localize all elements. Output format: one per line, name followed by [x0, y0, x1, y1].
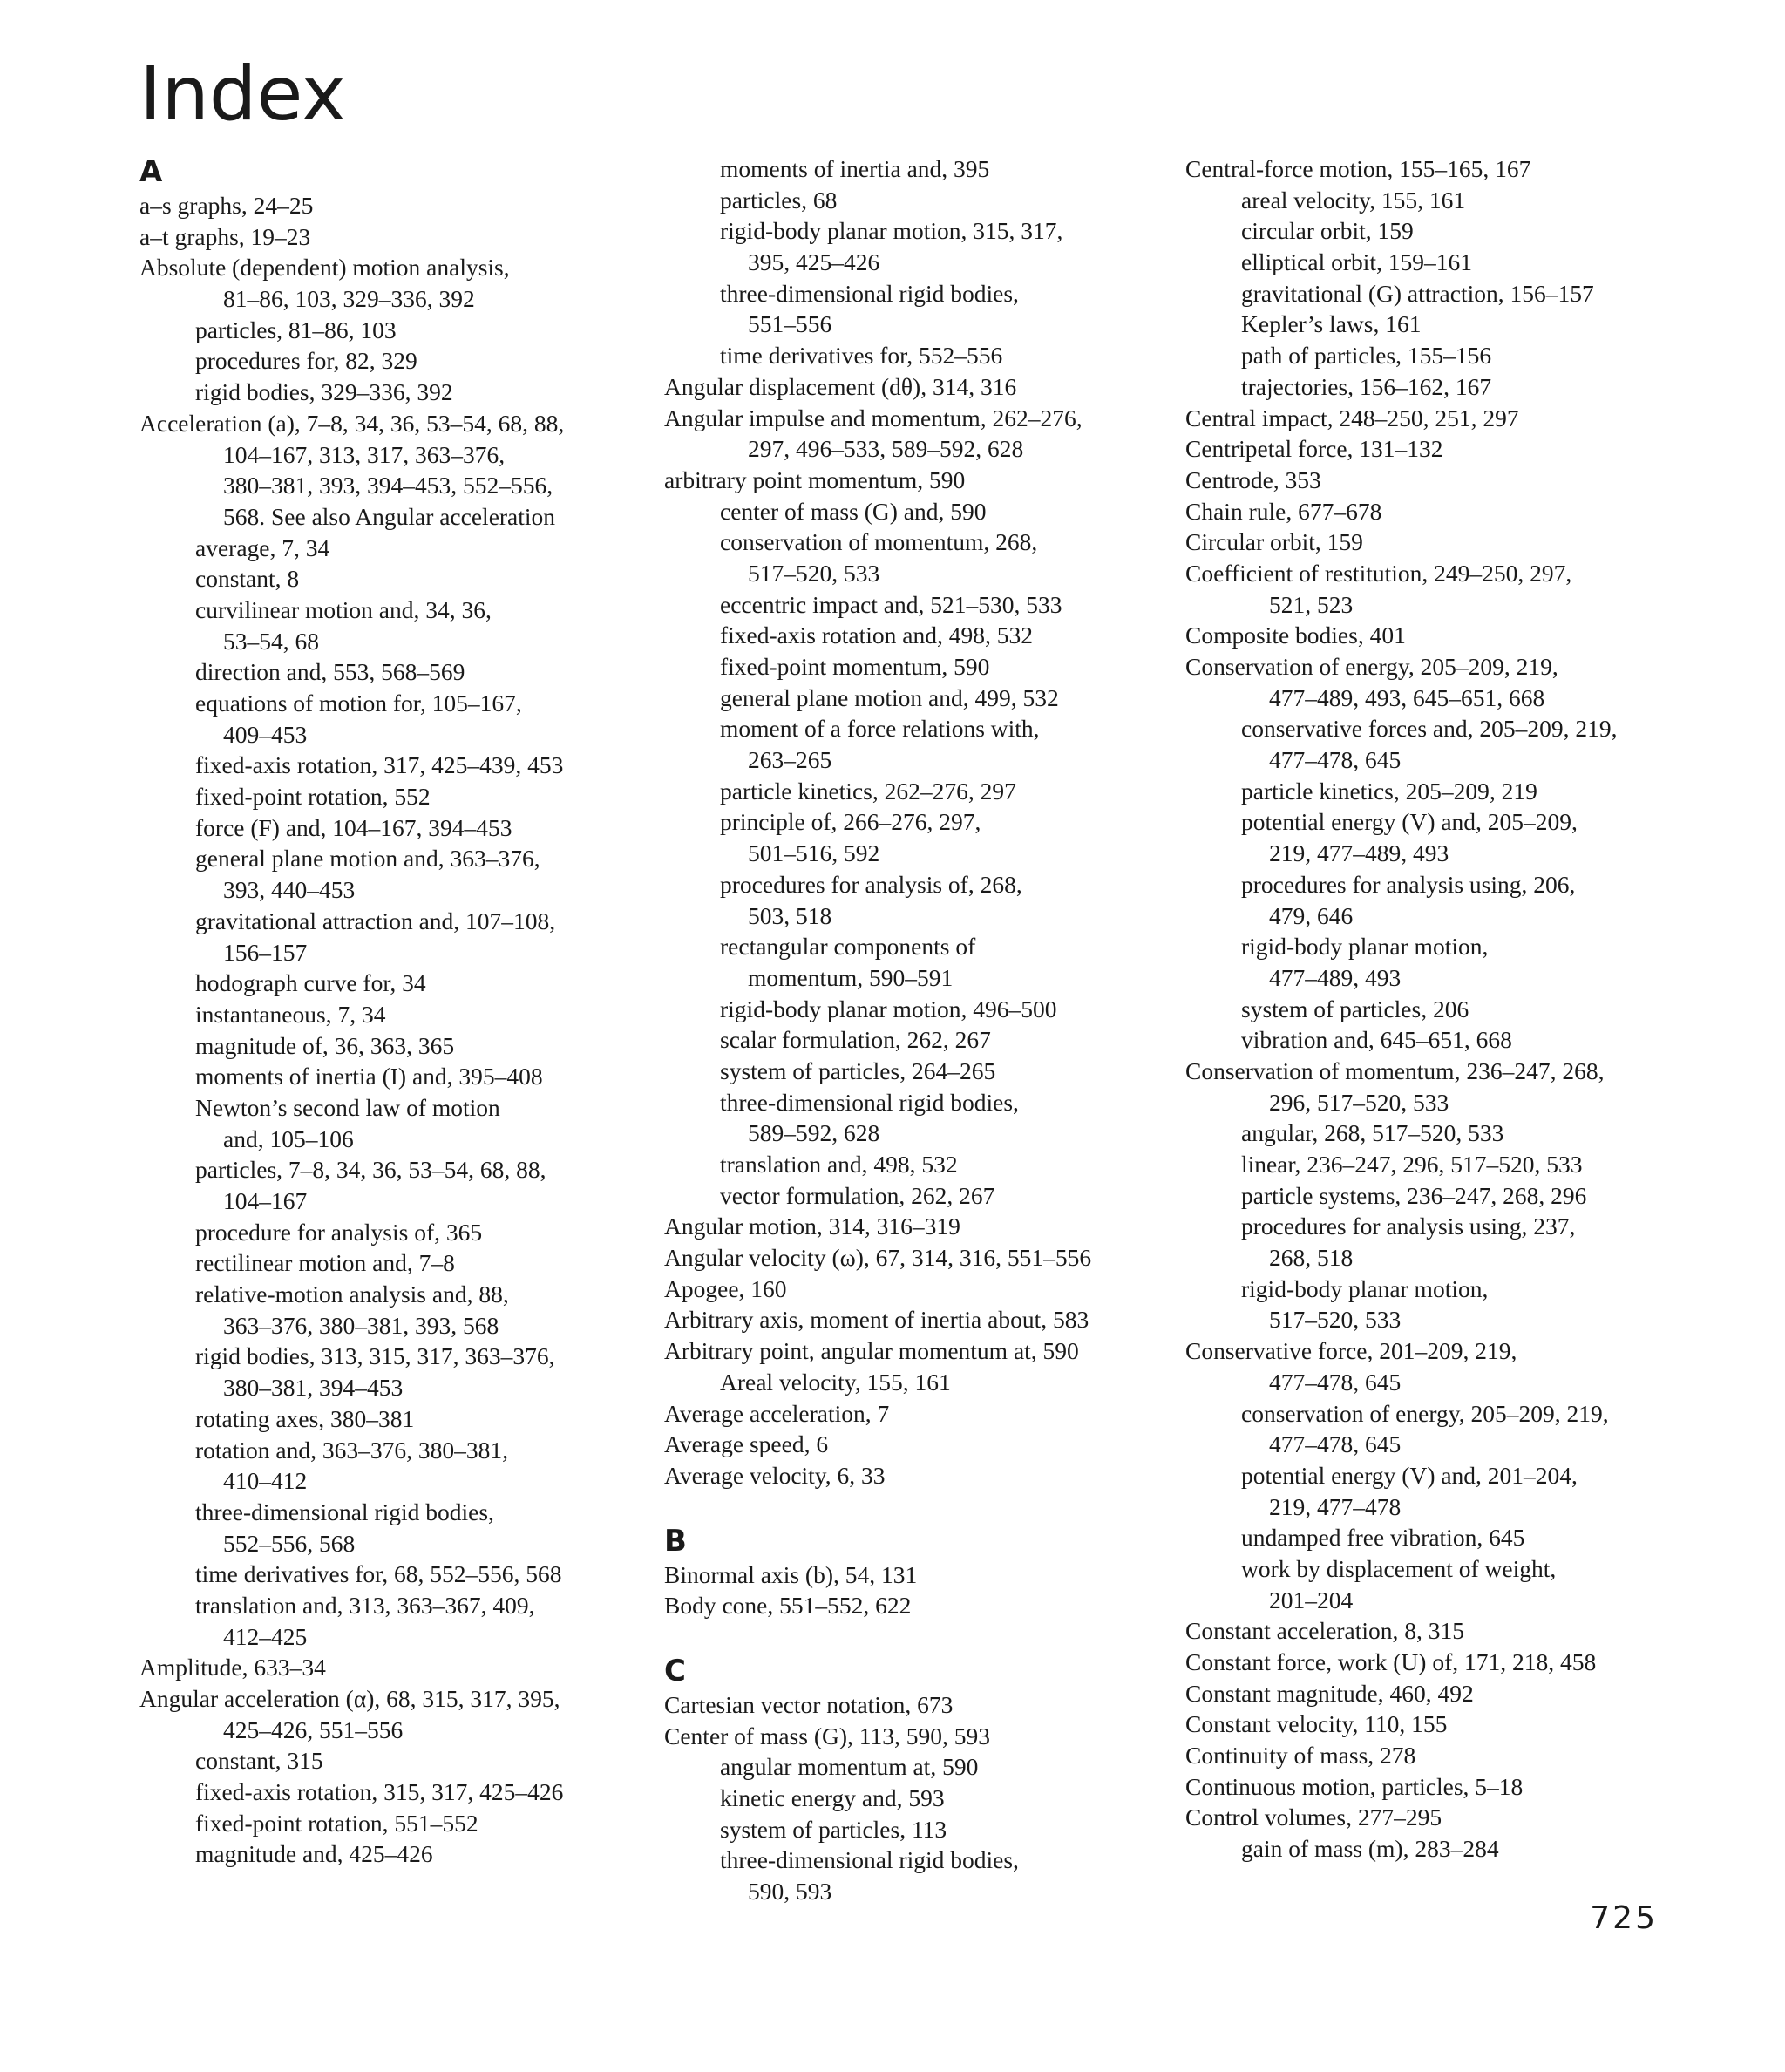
index-subentry: and, 105–106: [223, 1124, 354, 1152]
index-subentry: Newton’s second law of motion: [195, 1093, 500, 1121]
index-subentry: 551–556: [748, 310, 832, 338]
index-subentry: magnitude and, 425–426: [195, 1840, 433, 1868]
index-subentry: momentum, 590–591: [748, 963, 954, 991]
index-subentry: 517–520, 533: [748, 559, 880, 587]
index-subentry: kinetic energy and, 593: [720, 1784, 945, 1811]
index-subentry: fixed-point momentum, 590: [720, 653, 990, 680]
index-subentry: relative-motion analysis and, 88,: [195, 1281, 509, 1308]
index-subentry: 263–265: [748, 746, 832, 774]
index-entry: Angular displacement (dθ), 314, 316: [664, 372, 1017, 400]
index-subentry: areal velocity, 155, 161: [1241, 186, 1466, 214]
index-subentry: three-dimensional rigid bodies,: [720, 1088, 1019, 1116]
index-subentry: 503, 518: [748, 901, 832, 929]
index-subentry: direction and, 553, 568–569: [195, 658, 465, 686]
index-subentry: 219, 477–489, 493: [1269, 839, 1449, 867]
index-subentry: potential energy (V) and, 201–204,: [1241, 1461, 1578, 1489]
index-subentry: Areal velocity, 155, 161: [720, 1368, 951, 1396]
index-entry: Constant acceleration, 8, 315: [1185, 1617, 1464, 1645]
index-entry: Angular acceleration (α), 68, 315, 317, 395,: [139, 1685, 560, 1712]
index-subentry: rigid-body planar motion,: [1241, 1274, 1489, 1302]
index-subentry: angular momentum at, 590: [720, 1753, 979, 1781]
index-entry: Chain rule, 677–678: [1185, 497, 1382, 525]
index-subentry: 380–381, 393, 394–453, 552–556,: [223, 472, 553, 499]
index-subentry: magnitude of, 36, 363, 365: [195, 1031, 455, 1059]
index-subentry: 590, 593: [748, 1878, 832, 1906]
index-subentry: time derivatives for, 552–556: [720, 342, 1003, 370]
index-subentry: potential energy (V) and, 205–209,: [1241, 808, 1578, 836]
index-subentry: conservation of momentum, 268,: [720, 528, 1038, 556]
index-subentry: 477–478, 645: [1269, 1368, 1402, 1396]
index-subentry: 477–478, 645: [1269, 1430, 1402, 1458]
index-subentry: average, 7, 34: [195, 533, 330, 561]
index-subentry: 521, 523: [1269, 590, 1354, 618]
index-subentry: linear, 236–247, 296, 517–520, 533: [1241, 1151, 1583, 1178]
index-subentry: general plane motion and, 499, 532: [720, 683, 1059, 711]
index-entry: Circular orbit, 159: [1185, 528, 1363, 556]
index-entry: Conservative force, 201–209, 219,: [1185, 1337, 1517, 1365]
index-subentry: 201–204: [1269, 1586, 1354, 1613]
index-subentry: equations of motion for, 105–167,: [195, 690, 522, 717]
section-letter: C: [664, 1653, 686, 1688]
index-entry: Continuous motion, particles, 5–18: [1185, 1772, 1524, 1800]
index-subentry: particle kinetics, 262–276, 297: [720, 777, 1016, 805]
index-entry: Central-force motion, 155–165, 167: [1185, 155, 1531, 182]
index-subentry: three-dimensional rigid bodies,: [720, 1846, 1019, 1874]
index-subentry: rigid bodies, 313, 315, 317, 363–376,: [195, 1342, 555, 1370]
index-column-1: [139, 153, 628, 1870]
index-subentry: translation and, 498, 532: [720, 1151, 958, 1178]
index-subentry: procedures for, 82, 329: [195, 347, 417, 375]
index-subentry: fixed-axis rotation, 315, 317, 425–426: [195, 1778, 564, 1806]
index-subentry: system of particles, 206: [1241, 995, 1469, 1022]
index-entry: Absolute (dependent) motion analysis,: [139, 254, 510, 282]
index-subentry: 425–426, 551–556: [223, 1715, 404, 1743]
index-column-3: [1185, 153, 1708, 1865]
index-subentry: moments of inertia (I) and, 395–408: [195, 1063, 543, 1090]
index-subentry: rotating axes, 380–381: [195, 1404, 415, 1432]
index-subentry: 104–167, 313, 317, 363–376,: [223, 440, 506, 468]
index-entry: Average acceleration, 7: [664, 1399, 890, 1427]
index-subentry: system of particles, 264–265: [720, 1056, 996, 1084]
index-subentry: 479, 646: [1269, 901, 1354, 929]
index-subentry: fixed-point rotation, 551–552: [195, 1809, 478, 1837]
index-subentry: procedure for analysis of, 365: [195, 1218, 483, 1246]
index-entry: a–s graphs, 24–25: [139, 192, 314, 219]
index-subentry: three-dimensional rigid bodies,: [195, 1498, 494, 1525]
index-subentry: gravitational attraction and, 107–108,: [195, 907, 556, 934]
index-subentry: undamped free vibration, 645: [1241, 1524, 1525, 1552]
index-subentry: rigid-body planar motion, 496–500: [720, 995, 1057, 1022]
index-entry: Composite bodies, 401: [1185, 622, 1406, 649]
index-entry: Arbitrary point, angular momentum at, 590: [664, 1337, 1079, 1365]
index-subentry: 363–376, 380–381, 393, 568: [223, 1311, 499, 1339]
index-subentry: circular orbit, 159: [1241, 217, 1414, 245]
index-subentry: procedures for analysis using, 237,: [1241, 1213, 1576, 1240]
index-subentry: 477–489, 493, 645–651, 668: [1269, 683, 1545, 711]
index-subentry: general plane motion and, 363–376,: [195, 845, 540, 873]
index-subentry: 568. See also Angular acceleration: [223, 502, 556, 530]
index-entry: Binormal axis (b), 54, 131: [664, 1560, 918, 1588]
index-subentry: scalar formulation, 262, 267: [720, 1026, 991, 1054]
section-spacer: [664, 1491, 1170, 1523]
index-entry: Average speed, 6: [664, 1430, 829, 1458]
index-subentry: 501–516, 592: [748, 839, 880, 867]
index-subentry: moment of a force relations with,: [720, 715, 1040, 743]
index-entry: Coefficient of restitution, 249–250, 297,: [1185, 559, 1572, 587]
index-subentry: work by displacement of weight,: [1241, 1554, 1557, 1582]
index-subentry: 517–520, 533: [1269, 1306, 1402, 1334]
index-subentry: trajectories, 156–162, 167: [1241, 372, 1492, 400]
index-subentry: conservative forces and, 205–209, 219,: [1241, 715, 1618, 743]
index-subentry: rigid-body planar motion, 315, 317,: [720, 217, 1063, 245]
index-subentry: fixed-point rotation, 552: [195, 783, 431, 811]
index-subentry: conservation of energy, 205–209, 219,: [1241, 1399, 1609, 1427]
index-subentry: 81–86, 103, 329–336, 392: [223, 285, 475, 313]
index-subentry: 297, 496–533, 589–592, 628: [748, 435, 1024, 463]
page-number: 725: [1590, 1900, 1658, 1936]
index-entry: Body cone, 551–552, 622: [664, 1592, 912, 1620]
index-subentry: constant, 315: [195, 1747, 323, 1775]
index-subentry: elliptical orbit, 159–161: [1241, 248, 1473, 276]
index-entry: Conservation of energy, 205–209, 219,: [1185, 653, 1558, 680]
section-letter: B: [664, 1523, 687, 1559]
index-entry: Centrode, 353: [1185, 465, 1321, 493]
index-subentry: rigid-body planar motion,: [1241, 933, 1489, 961]
index-subentry: procedures for analysis using, 206,: [1241, 870, 1576, 898]
index-subentry: 477–478, 645: [1269, 746, 1402, 774]
index-subentry: rigid bodies, 329–336, 392: [195, 378, 453, 406]
index-subentry: 395, 425–426: [748, 248, 880, 276]
index-subentry: rotation and, 363–376, 380–381,: [195, 1436, 508, 1464]
index-entry: Average velocity, 6, 33: [664, 1461, 886, 1489]
index-entry: Cartesian vector notation, 673: [664, 1690, 954, 1718]
index-entry: Constant magnitude, 460, 492: [1185, 1679, 1474, 1707]
index-subentry: 410–412: [223, 1467, 308, 1495]
index-subentry: 156–157: [223, 938, 308, 966]
index-subentry: translation and, 313, 363–367, 409,: [195, 1591, 535, 1619]
index-entry: Control volumes, 277–295: [1185, 1804, 1442, 1831]
index-entry: Center of mass (G), 113, 590, 593: [664, 1722, 990, 1749]
index-subentry: 412–425: [223, 1622, 308, 1650]
index-subentry: 219, 477–478: [1269, 1492, 1402, 1520]
index-subentry: 296, 517–520, 533: [1269, 1088, 1449, 1116]
index-subentry: rectangular components of: [720, 933, 976, 961]
index-subentry: system of particles, 113: [720, 1815, 947, 1843]
index-subentry: 589–592, 628: [748, 1119, 880, 1147]
index-entry: Constant velocity, 110, 155: [1185, 1710, 1448, 1738]
index-entry: Centripetal force, 131–132: [1185, 435, 1443, 463]
index-subentry: vibration and, 645–651, 668: [1241, 1026, 1512, 1054]
index-subentry: rectilinear motion and, 7–8: [195, 1249, 455, 1277]
section-spacer: [664, 1621, 1170, 1653]
index-entry: Arbitrary axis, moment of inertia about, 583: [664, 1306, 1089, 1334]
index-subentry: time derivatives for, 68, 552–556, 568: [195, 1560, 562, 1588]
index-subentry: angular, 268, 517–520, 533: [1241, 1119, 1504, 1147]
index-subentry: principle of, 266–276, 297,: [720, 808, 981, 836]
index-subentry: gain of mass (m), 283–284: [1241, 1835, 1499, 1863]
index-entry: a–t graphs, 19–23: [139, 222, 311, 250]
index-subentry: Kepler’s laws, 161: [1241, 310, 1422, 338]
index-subentry: 380–381, 394–453: [223, 1374, 404, 1402]
index-subentry: 268, 518: [1269, 1244, 1354, 1272]
index-subentry: 409–453: [223, 720, 308, 748]
index-subentry: particles, 81–86, 103: [195, 316, 397, 343]
index-subentry: curvilinear motion and, 34, 36,: [195, 595, 492, 623]
index-subentry: constant, 8: [195, 565, 300, 593]
index-subentry: particles, 68: [720, 186, 838, 214]
section-letter: A: [139, 154, 163, 189]
index-entry: Amplitude, 633–34: [139, 1654, 326, 1681]
index-subentry: 552–556, 568: [223, 1529, 356, 1557]
index-subentry: 53–54, 68: [223, 627, 319, 655]
index-subentry: center of mass (G) and, 590: [720, 497, 987, 525]
index-subentry: 477–489, 493: [1269, 963, 1402, 991]
index-subentry: three-dimensional rigid bodies,: [720, 279, 1019, 307]
index-subentry: vector formulation, 262, 267: [720, 1181, 995, 1209]
index-entry: Acceleration (a), 7–8, 34, 36, 53–54, 68, 88,: [139, 409, 565, 437]
index-entry: arbitrary point momentum, 590: [664, 465, 966, 493]
index-column-2: [664, 153, 1170, 1907]
index-subentry: path of particles, 155–156: [1241, 342, 1492, 370]
index-subentry: moments of inertia and, 395: [720, 155, 990, 182]
index-subentry: fixed-axis rotation and, 498, 532: [720, 622, 1033, 649]
index-subentry: gravitational (G) attraction, 156–157: [1241, 279, 1594, 307]
index-subentry: 393, 440–453: [223, 876, 356, 904]
index-entry: Continuity of mass, 278: [1185, 1742, 1416, 1770]
index-subentry: eccentric impact and, 521–530, 533: [720, 590, 1062, 618]
index-entry: Angular impulse and momentum, 262–276,: [664, 404, 1083, 431]
page-title: Index: [139, 51, 346, 138]
index-subentry: force (F) and, 104–167, 394–453: [195, 813, 512, 841]
index-subentry: particles, 7–8, 34, 36, 53–54, 68, 88,: [195, 1156, 546, 1184]
index-entry: Conservation of momentum, 236–247, 268,: [1185, 1056, 1605, 1084]
index-entry: Angular motion, 314, 316–319: [664, 1213, 960, 1240]
index-subentry: instantaneous, 7, 34: [195, 1000, 386, 1028]
index-subentry: particle kinetics, 205–209, 219: [1241, 777, 1537, 805]
index-subentry: particle systems, 236–247, 268, 296: [1241, 1181, 1587, 1209]
index-subentry: fixed-axis rotation, 317, 425–439, 453: [195, 751, 564, 779]
index-subentry: 104–167: [223, 1187, 308, 1214]
index-subentry: procedures for analysis of, 268,: [720, 870, 1022, 898]
index-entry: Central impact, 248–250, 251, 297: [1185, 404, 1519, 431]
index-entry: Constant force, work (U) of, 171, 218, 458: [1185, 1648, 1597, 1675]
index-subentry: hodograph curve for, 34: [195, 969, 426, 997]
index-entry: Angular velocity (ω), 67, 314, 316, 551–556: [664, 1244, 1092, 1272]
index-entry: Apogee, 160: [664, 1274, 787, 1302]
